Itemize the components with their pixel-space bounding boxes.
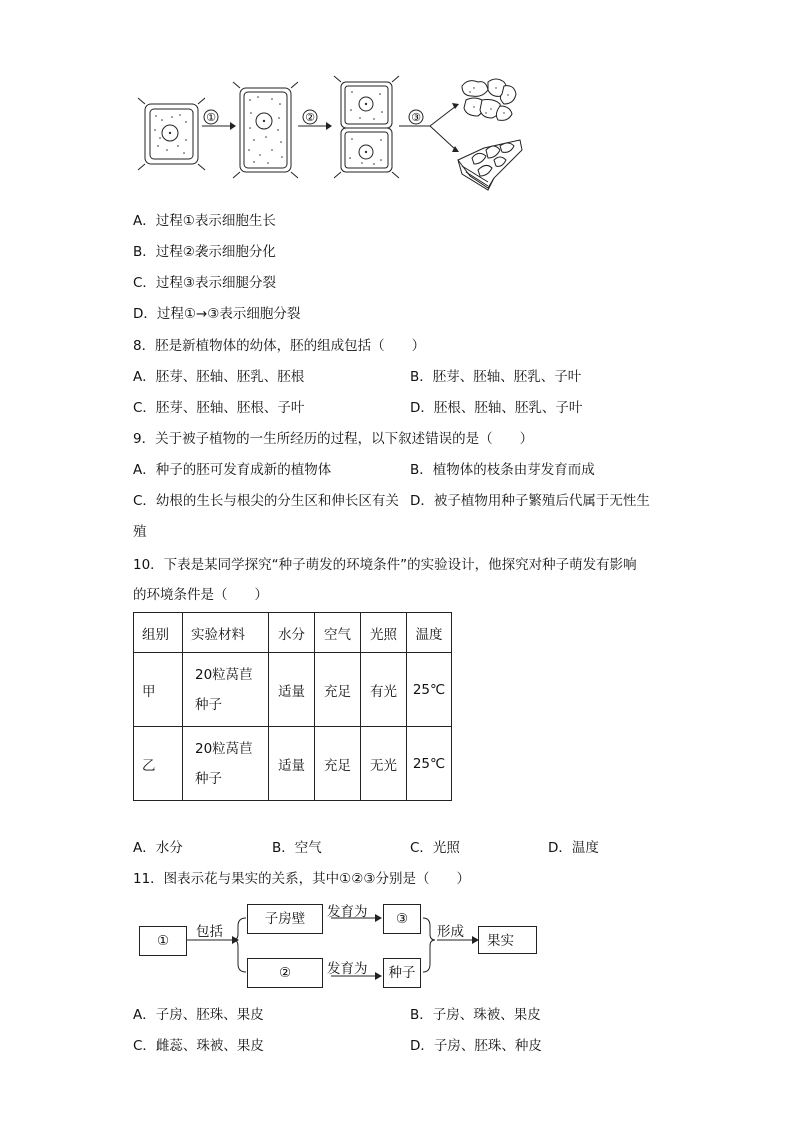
header-temp: 温度 — [407, 613, 452, 653]
q10-option-d: D．温度 — [548, 840, 599, 856]
header-light: 光照 — [361, 613, 407, 653]
q8-option-d: D．胚根、胚轴、胚乳、子叶 — [410, 400, 583, 416]
header-air: 空气 — [315, 613, 361, 653]
develop-label-2: 发育为 — [327, 961, 368, 977]
row-group: 乙 — [134, 727, 183, 801]
row-material: 20粒莴苣 种子 — [183, 653, 269, 727]
row-air: 充足 — [315, 653, 361, 727]
q10-option-a: A．水分 — [133, 840, 183, 856]
header-material: 实验材料 — [183, 613, 269, 653]
pericarp-box: ③ — [383, 904, 421, 934]
q11-option-b: B．子房、珠被、果皮 — [410, 1007, 541, 1023]
row-light: 无光 — [361, 727, 407, 801]
seed-box: 种子 — [383, 958, 421, 988]
arrow-label-2: ② — [305, 111, 315, 124]
q11-option-c: C．雌蕊、珠被、果皮 — [133, 1038, 264, 1054]
q7-option-c: C．过程③表示细腿分裂 — [133, 275, 277, 291]
header-group: 组别 — [134, 613, 183, 653]
q9-option-d-wrap: 殖 — [133, 524, 147, 540]
q9-option-b: B．植物体的枝条由芽发育而成 — [410, 462, 595, 478]
row-water: 适量 — [269, 727, 315, 801]
arrow-label-3: ③ — [411, 111, 421, 124]
ovule-box: ② — [247, 958, 323, 988]
q8-option-c: C．胚芽、胚轴、胚根、子叶 — [133, 400, 305, 416]
header-water: 水分 — [269, 613, 315, 653]
include-label: 包括 — [196, 924, 223, 940]
develop-label-1: 发育为 — [327, 904, 368, 920]
row-temp: 25℃ — [407, 727, 452, 801]
q8-option-b: B．胚芽、胚轴、胚乳、子叶 — [410, 369, 582, 385]
q11-option-a: A．子房、胚珠、果皮 — [133, 1007, 264, 1023]
q10-option-b: B．空气 — [272, 840, 322, 856]
row-light: 有光 — [361, 653, 407, 727]
q9-stem: 9．关于被子植物的一生所经历的过程，以下叙述错误的是（ ） — [133, 431, 534, 447]
row-air: 充足 — [315, 727, 361, 801]
q7-option-a: A．过程①表示细胞生长 — [133, 213, 276, 229]
form-label: 形成 — [437, 924, 464, 940]
q8-option-a: A．胚芽、胚轴、胚乳、胚根 — [133, 369, 305, 385]
q9-option-c: C．幼根的生长与根尖的分生区和伸长区有关 — [133, 493, 399, 509]
row-material: 20粒莴苣 种子 — [183, 727, 269, 801]
flower-part-box: ① — [139, 926, 187, 956]
q11-stem: 11．图表示花与果实的关系，其中①②③分别是（ ） — [133, 871, 470, 887]
q7-option-d: D．过程①→③表示细胞分裂 — [133, 306, 301, 322]
q10-stem-line2: 的环境条件是（ ） — [133, 587, 268, 603]
arrow-label-1: ① — [206, 111, 216, 124]
q7-option-b: B．过程②袭示细胞分化 — [133, 244, 276, 260]
q9-option-d: D．被子植物用种子繁殖后代属于无性生 — [410, 493, 650, 509]
q9-option-a: A．种子的胚可发育成新的植物体 — [133, 462, 332, 478]
q10-option-c: C．光照 — [410, 840, 460, 856]
row-temp: 25℃ — [407, 653, 452, 727]
ovary-wall-box: 子房壁 — [247, 904, 323, 934]
q8-stem: 8．胚是新植物体的幼体，胚的组成包括（ ） — [133, 338, 426, 354]
q11-option-d: D．子房、胚珠、种皮 — [410, 1038, 542, 1054]
fruit-box: 果实 — [478, 926, 537, 954]
q10-stem-line1: 10．下表是某同学探究“种子萌发的环境条件”的实验设计，他探究对种子萌发有影响 — [133, 557, 637, 573]
row-water: 适量 — [269, 653, 315, 727]
row-group: 甲 — [134, 653, 183, 727]
